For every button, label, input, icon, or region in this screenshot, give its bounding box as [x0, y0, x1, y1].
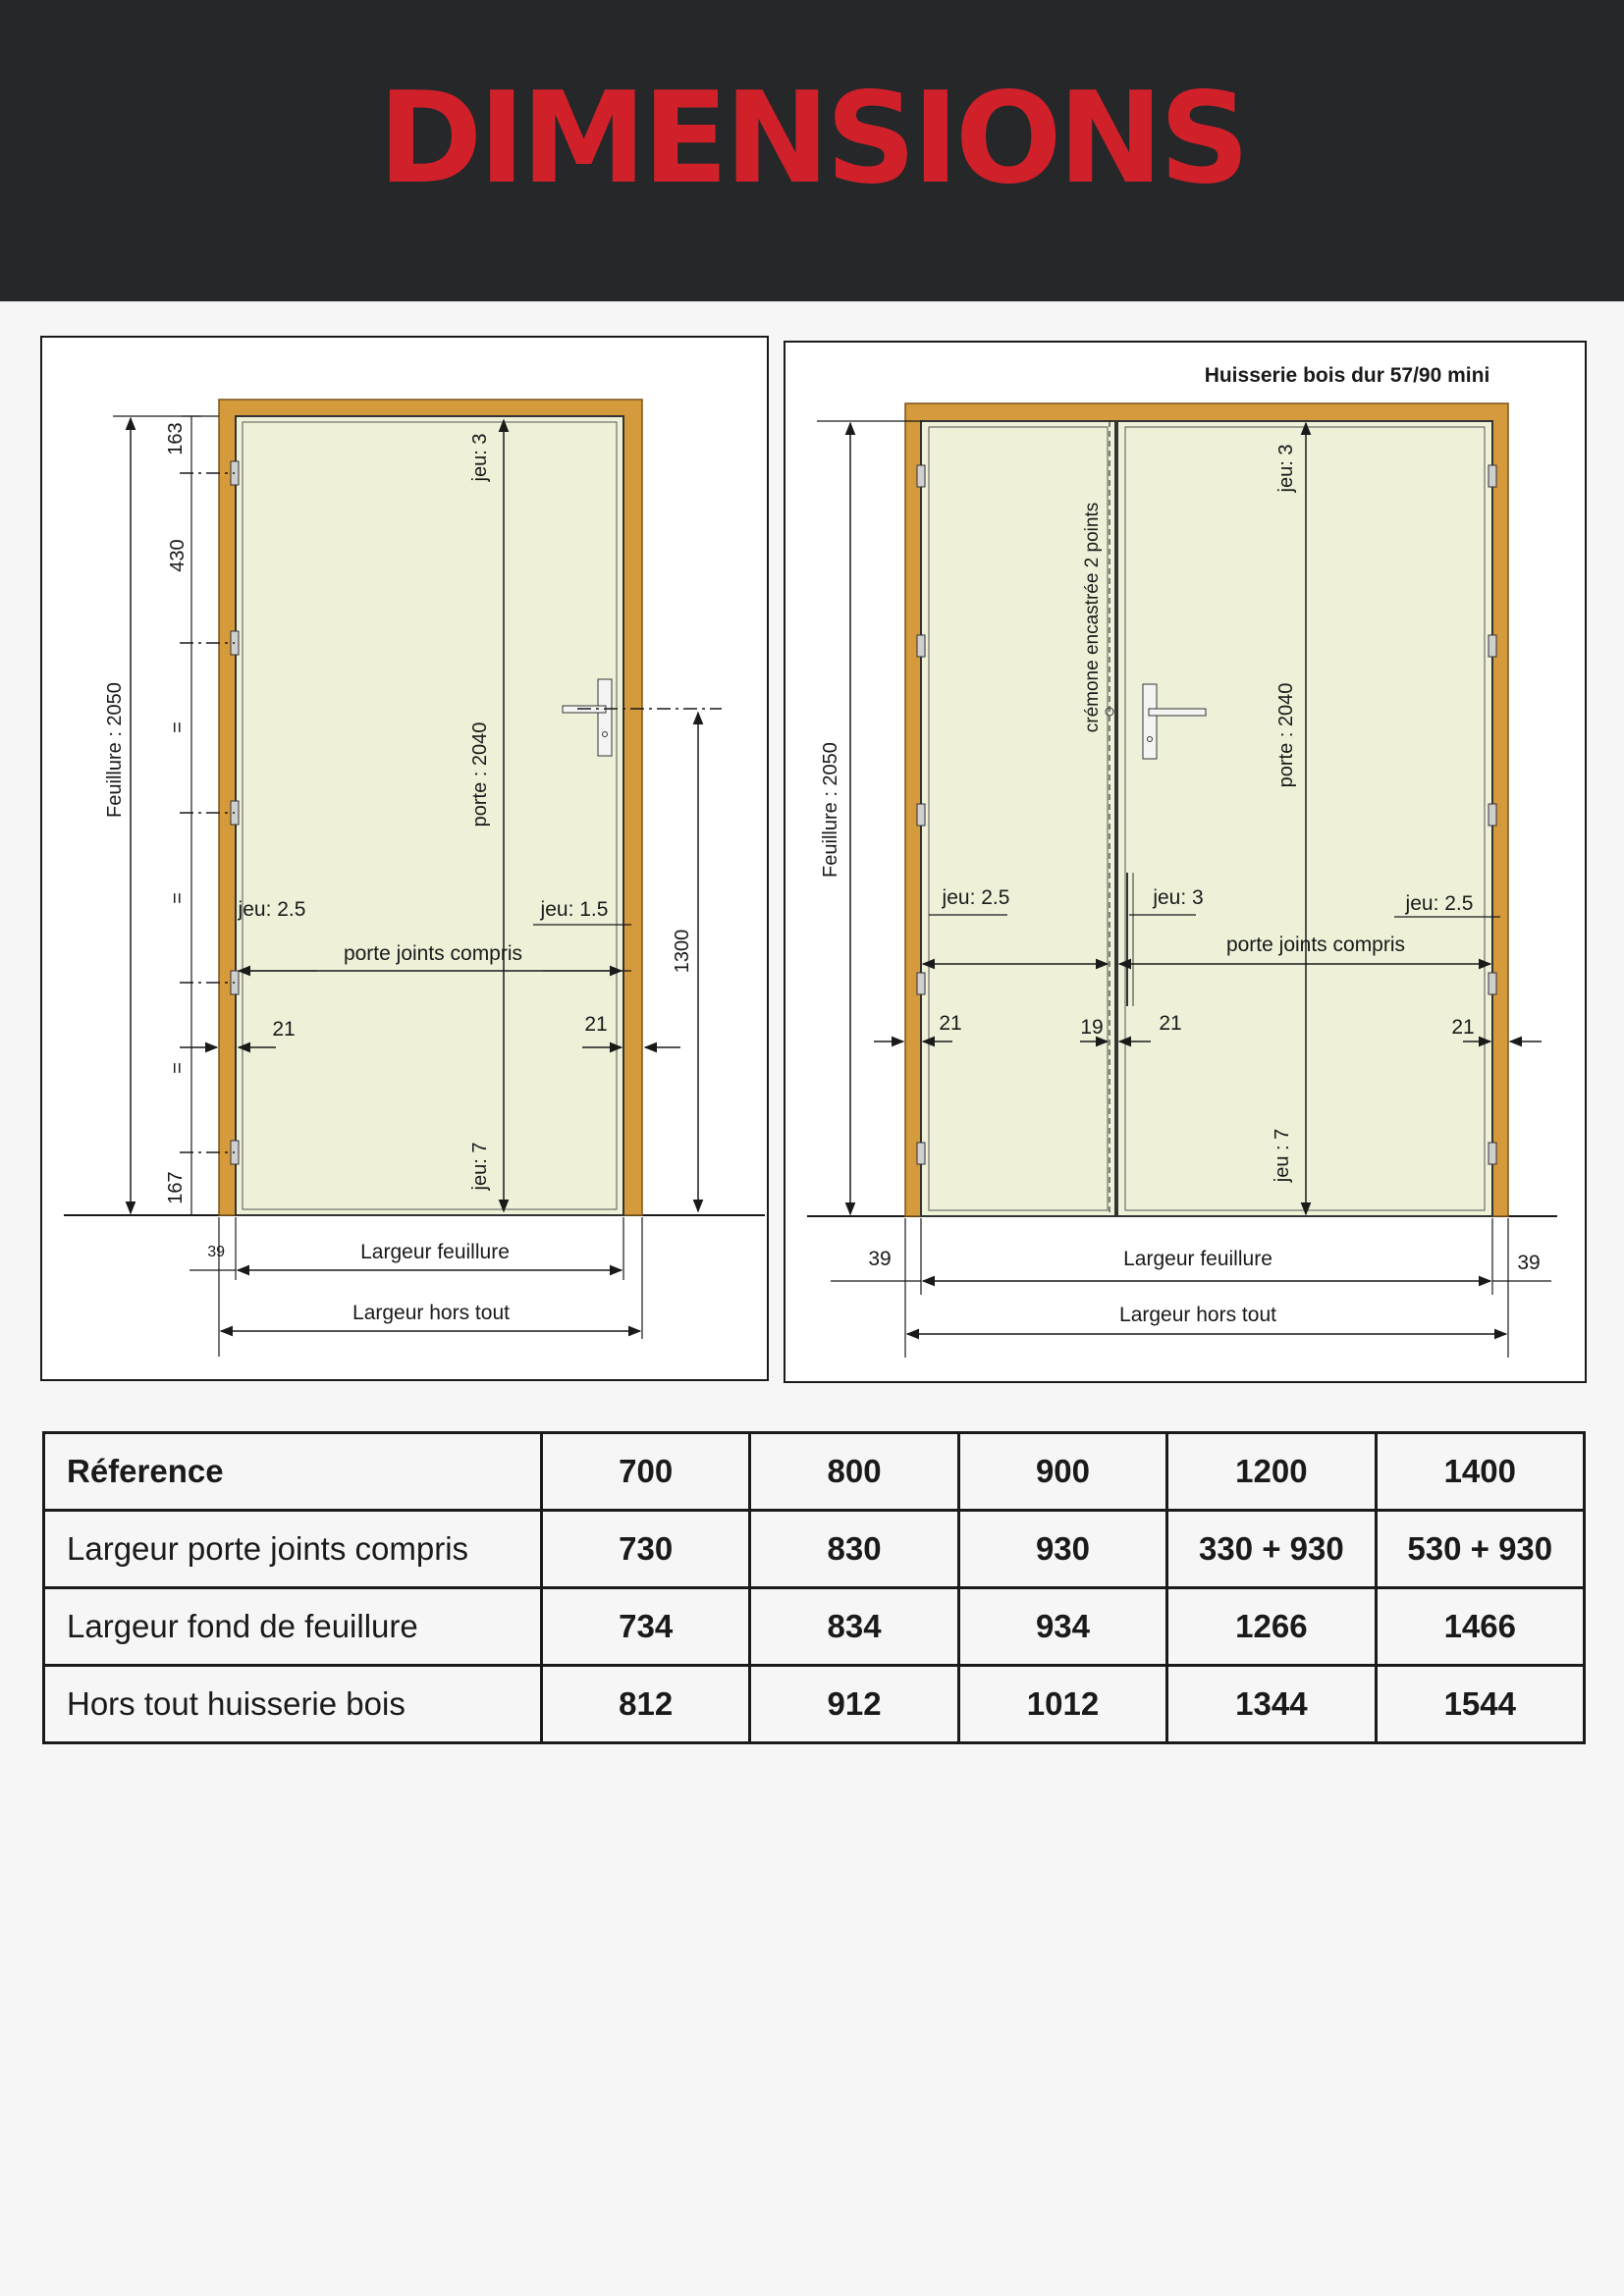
table-row: [44, 1511, 1585, 1588]
porte-label: porte : 2040: [1275, 682, 1297, 788]
dim-equal-1: =: [167, 721, 189, 733]
cell: 1266: [1167, 1588, 1376, 1666]
single-door-svg: [42, 338, 767, 1379]
table-row: [44, 1433, 1585, 1511]
cell: 834: [750, 1588, 958, 1666]
cell: 530 + 930: [1376, 1511, 1584, 1588]
row-label: Hors tout huisserie bois: [44, 1666, 542, 1743]
porte-joints-label: porte joints compris: [343, 942, 523, 965]
dim-163: 163: [165, 422, 187, 455]
cell: 730: [542, 1511, 750, 1588]
table-row: [44, 1588, 1585, 1666]
jeu-left: jeu: 2.5: [942, 886, 1010, 909]
cell: 1012: [958, 1666, 1166, 1743]
porte-label: porte : 2040: [469, 721, 491, 828]
row-label: Largeur fond de feuillure: [44, 1588, 542, 1666]
cell: 1344: [1167, 1666, 1376, 1743]
largeur-hors-tout-label: Largeur hors tout: [1119, 1304, 1276, 1326]
cell: 1400: [1376, 1433, 1584, 1511]
cell: 1466: [1376, 1588, 1584, 1666]
cell: 800: [750, 1433, 958, 1511]
dim-1300: 1300: [672, 929, 693, 974]
jeu-bottom: jeu: 7: [469, 1142, 491, 1191]
jeu-bottom: jeu : 7: [1272, 1128, 1293, 1183]
double-door-drawing: [784, 341, 1587, 1383]
cell: 930: [958, 1511, 1166, 1588]
cell: 330 + 930: [1167, 1511, 1376, 1588]
bottom-dim-extensions: [831, 1218, 1551, 1358]
feuillure-label: Feuillure : 2050: [104, 682, 126, 818]
huisserie-title: Huisserie bois dur 57/90 mini: [1204, 364, 1490, 387]
cell: 900: [958, 1433, 1166, 1511]
door-leaf: [236, 416, 623, 1215]
dim-equal-2: =: [167, 892, 189, 904]
dim-equal-3: =: [167, 1062, 189, 1074]
dim-430: 430: [167, 539, 189, 572]
cell: 1544: [1376, 1666, 1584, 1743]
jeu-right: jeu: 2.5: [1405, 892, 1474, 915]
cell: 700: [542, 1433, 750, 1511]
dim-19: 19: [1080, 1016, 1104, 1039]
dim-39-left: 39: [868, 1248, 892, 1270]
dimensions-table: [42, 1431, 1586, 1744]
table-row: [44, 1666, 1585, 1743]
double-door-svg: [785, 343, 1585, 1381]
jeu-top: jeu: 3: [1275, 444, 1297, 493]
porte-joints-label: porte joints compris: [1225, 934, 1406, 956]
dim-167: 167: [165, 1171, 187, 1204]
dim-21-right: 21: [584, 1013, 608, 1036]
row-label: Largeur porte joints compris: [44, 1511, 542, 1588]
largeur-hors-tout-label: Largeur hors tout: [352, 1302, 510, 1324]
cremone-label: crémone encastrée 2 points: [1082, 502, 1103, 733]
cell: 912: [750, 1666, 958, 1743]
page-title: DIMENSIONS: [378, 66, 1246, 212]
cell: 812: [542, 1666, 750, 1743]
cell: 934: [958, 1588, 1166, 1666]
jeu-left: jeu: 2.5: [238, 898, 306, 921]
dim-21-left: 21: [272, 1018, 296, 1041]
dim-39: 39: [207, 1244, 225, 1260]
largeur-feuillure-label: Largeur feuillure: [1123, 1248, 1272, 1270]
single-door-drawing: [40, 336, 769, 1381]
dim-21-middle: 21: [1159, 1012, 1182, 1035]
jeu-middle: jeu: 3: [1153, 886, 1204, 909]
dim-21-right: 21: [1451, 1016, 1475, 1039]
jeu-top: jeu: 3: [469, 433, 491, 482]
cell: 734: [542, 1588, 750, 1666]
largeur-feuillure-label: Largeur feuillure: [360, 1241, 510, 1263]
dim-21-left: 21: [939, 1012, 962, 1035]
bottom-dim-extensions: [189, 1217, 642, 1357]
cell: 1200: [1167, 1433, 1376, 1511]
jeu-right: jeu: 1.5: [540, 898, 609, 921]
page-header: [0, 0, 1624, 301]
dim-39-right: 39: [1517, 1252, 1541, 1274]
door-leaf-right: [1117, 421, 1492, 1216]
feuillure-label: Feuillure : 2050: [820, 742, 841, 878]
row-label: Réference: [44, 1433, 542, 1511]
cell: 830: [750, 1511, 958, 1588]
